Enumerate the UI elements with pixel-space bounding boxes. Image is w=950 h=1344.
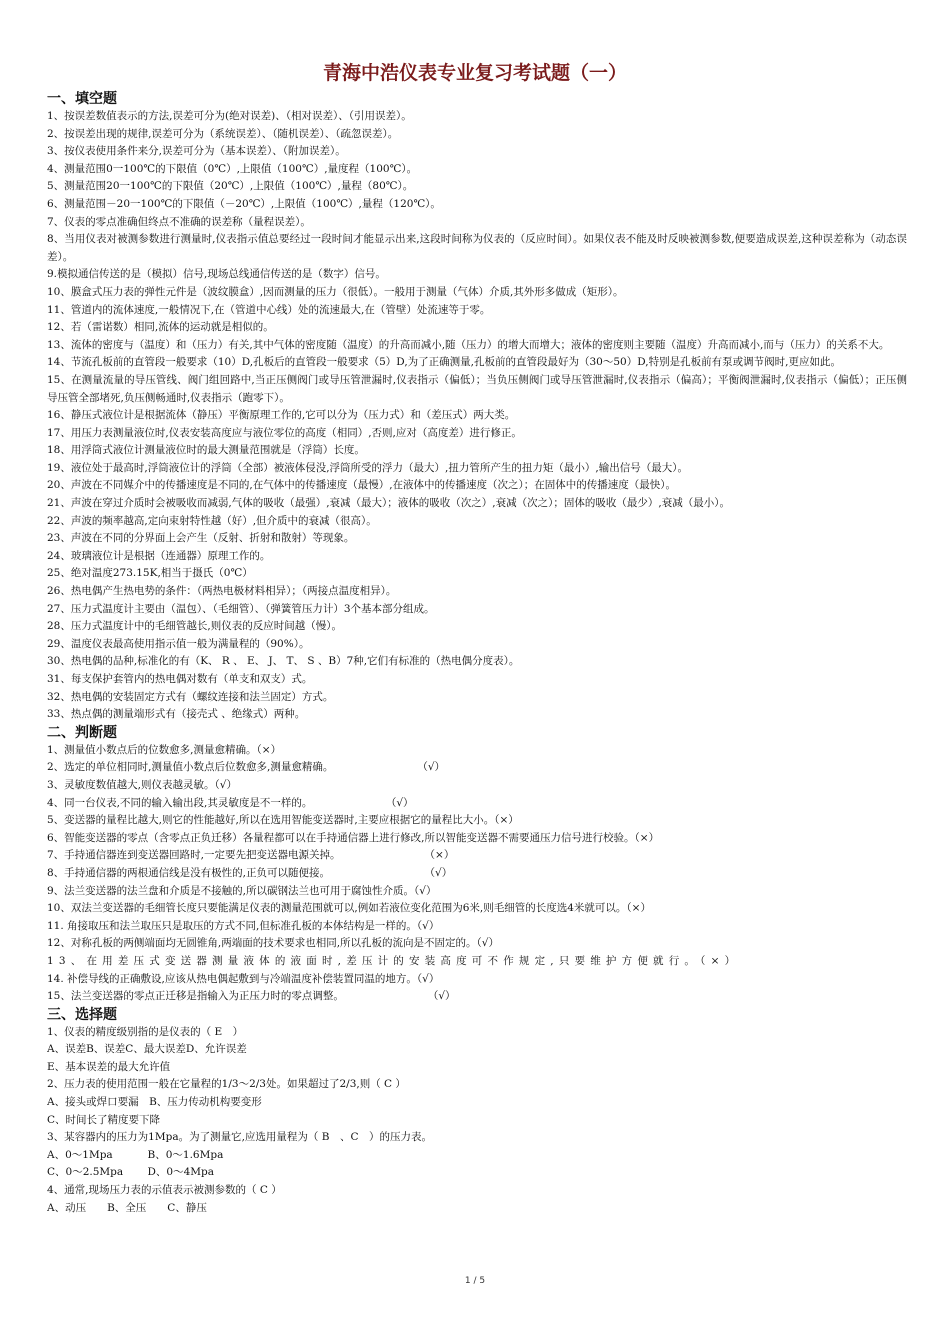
fill-question: 23、声波在不同的分界面上会产生（反射、折射和散射）等现象。	[47, 532, 355, 545]
fill-question: 11、管道内的流体速度,一般情况下,在（管道中心线）处的流速最大,在（管壁）处流速等于零。	[47, 303, 491, 316]
fill-question: 9.模拟通信传送的是（模拟）信号,现场总线通信传送的是（数字）信号。	[47, 268, 386, 281]
fill-question: 14、节流孔板前的直管段一般要求（10）D,孔板后的直管段一般要求（5）D,为了正确测量,孔板前的直管段最好为（30～50）D,特别是孔板前有泵或调节阀时,更应如此。	[47, 356, 841, 369]
fill-question: 16、静压式液位计是根据流体（静压）平衡原理工作的,它可以分为（压力式）和（差压式）两大类。	[47, 409, 516, 422]
judge-question: 15、法兰变送器的零点正迁移是指输入为正压力时的零点调整。 （√）	[47, 990, 456, 1003]
choice-option: A、动压 B、全压 C、静压	[47, 1201, 207, 1214]
judge-question: 6、智能变送器的零点（含零点正负迁移）各量程都可以在手持通信器上进行修改,所以智能变送器不需要通压力信号进行校验。（×）	[47, 831, 660, 844]
choice-question: 4、通常,现场压力表的示值表示被测参数的（ C ）	[47, 1184, 282, 1197]
fill-question: 20、声波在不同媒介中的传播速度是不同的,在气体中的传播速度（最慢）,在液体中的传播速度（次之）；在固体中的传播速度（最快）。	[47, 479, 677, 492]
choice-option: C、0～2.5Mpa D、0～4Mpa	[47, 1166, 214, 1179]
judge-question: 10、双法兰变送器的毛细管长度只要能满足仪表的测量范围就可以,例如若液位变化范围为6米,则毛细管的长度选4米就可以。（×）	[47, 902, 651, 915]
judge-question: 9、法兰变送器的法兰盘和介质是不接触的,所以碳钢法兰也可用于腐蚀性介质。（√）	[47, 884, 437, 897]
choice-option: A、接头或焊口要漏 B、压力传动机构要变形	[47, 1096, 262, 1109]
judge-question: 14. 补偿导线的正确敷设,应该从热电偶起敷到与冷端温度补偿装置同温的地方。（√）	[47, 972, 440, 985]
fill-question: 24、玻璃液位计是根据（连通器）原理工作的。	[47, 549, 271, 562]
fill-question: 15、在测量流量的导压管线、阀门组回路中,当正压侧阀门或导压管泄漏时,仪表指示（偏低）；当负压侧阀门或导压管泄漏时,仪表指示（偏高）；平衡阀泄漏时,仪表指示（偏低）；正压侧导压管全部堵死,负压侧畅通时,仪表指示（跑零下）。	[47, 373, 907, 404]
judge-question-list	[47, 742, 907, 1006]
fill-question: 18、用浮筒式液位计测量液位时的最大测量范围就是（浮筒）长度。	[47, 444, 365, 457]
document-title: 青海中浩仪表专业复习考试题（一）	[322, 62, 627, 84]
fill-question: 8、当用仪表对被测参数进行测量时,仪表指示值总要经过一段时间才能显示出来,这段时间称为仪表的（反应时间）。如果仪表不能及时反映被测参数,便要造成误差,这种误差称为（动态误差）。	[47, 233, 907, 263]
fill-question: 4、测量范围0一100℃的下限值（0℃）,上限值（100℃）,量度程（100℃）。	[47, 162, 418, 175]
section-heading-choice: 三、选择题	[47, 1006, 117, 1023]
fill-question: 29、温度仪表最高使用指示值一般为满量程的（90%）。	[47, 637, 310, 650]
judge-question: 5、变送器的量程比越大,则它的性能越好,所以在选用智能变送器时,主要应根据它的量程比大小。（×）	[47, 814, 519, 827]
judge-question: 11. 角接取压和法兰取压只是取压的方式不同,但标准孔板的本体结构是一样的。（√）	[47, 919, 440, 932]
fill-question: 33、热点偶的测量端形式有（接壳式 、绝缘式）两种。	[47, 708, 306, 721]
judge-question: 13、在用差压式变送器测量液体的液面时,差压计的安装高度可不作规定,只要维护方便就行。（×）	[47, 954, 741, 967]
fill-question: 31、每支保护套管内的热电偶对数有（单支和双支）式。	[47, 673, 313, 685]
document-body	[47, 90, 907, 1217]
fill-question: 28、压力式温度计中的毛细管越长,则仪表的反应时间越（慢）。	[47, 620, 342, 633]
fill-question: 7、仪表的零点准确但终点不准确的误差称（量程误差）。	[47, 215, 311, 228]
fill-question: 10、膜盒式压力表的弹性元件是（波纹膜盒）,因而测量的压力（很低）。一般用于测量（气体）介质,其外形多做成（矩形）。	[47, 285, 624, 298]
choice-option: E、基本误差的最大允许值	[47, 1060, 171, 1073]
fill-question: 17、用压力表测量液位时,仪表安装高度应与液位零位的高度（相同）,否则,应对（高度差）进行修正。	[47, 426, 522, 439]
section-heading-fill: 一、填空题	[47, 91, 117, 107]
judge-question: 7、手持通信器连到变送器回路时,一定要先把变送器电源关掉。 （×）	[47, 849, 455, 862]
judge-question: 12、对称孔板的两侧端面均无圆锥角,两端面的技术要求也相同,所以孔板的流向是不固定的。（√）	[47, 937, 499, 950]
judge-question: 3、灵敏度数值越大,则仪表越灵敏。（√）	[47, 778, 237, 791]
fill-question: 3、按仪表使用条件来分,误差可分为（基本误差）、（附加误差）。	[47, 145, 346, 158]
fill-question: 26、热电偶产生热电势的条件：（两热电极材料相异）；（两接点温度相异）。	[47, 585, 397, 598]
fill-question: 2、按误差出现的规律,误差可分为（系统误差）、（随机误差）、（疏忽误差）。	[47, 127, 399, 140]
fill-question: 6、测量范围－20一100℃的下限值（－20℃）,上限值（100℃）,量程（120℃）。	[47, 197, 441, 210]
fill-question: 5、测量范围20一100℃的下限值（20℃）,上限值（100℃）,量程（80℃）。	[47, 180, 414, 193]
judge-question: 4、同一台仪表,不同的输入输出段,其灵敏度是不一样的。 （√）	[47, 796, 414, 809]
choice-option: C、时间长了精度要下降	[47, 1113, 161, 1126]
fill-question: 1、按误差数值表示的方法,误差可分为(绝对误差)、（相对误差）、（引用误差）。	[47, 110, 412, 122]
choice-question-list	[47, 1024, 907, 1218]
judge-question: 1、测量值小数点后的位数愈多,测量愈精确。（×）	[47, 743, 282, 756]
fill-question: 30、热电偶的品种,标准化的有（K、 R 、 E、 J、 T、 S 、B）7种,它们有标准的（热电偶分度表）。	[47, 655, 520, 668]
fill-question: 32、热电偶的安装固定方式有（螺纹连接和法兰固定）方式。	[47, 690, 334, 703]
fill-question: 21、声波在穿过介质时会被吸收而减弱,气体的吸收（最强）,衰减（最大）；液体的吸收（次之）,衰减（次之）；固体的吸收（最少）,衰减（最小）。	[47, 497, 730, 510]
fill-question: 19、液位处于最高时,浮筒液位计的浮筒（全部）被液体侵没,浮筒所受的浮力（最大）,扭力管所产生的扭力矩（最小）,输出信号（最大）。	[47, 461, 688, 474]
section-heading-judge: 二、判断题	[47, 724, 117, 741]
fill-question: 27、压力式温度计主要由（温包）、（毛细管）、（弹簧管压力计）3个基本部分组成。	[47, 602, 435, 615]
fill-question: 13、流体的密度与（温度）和（压力）有关,其中气体的密度随（温度）的升高而减小,随（压力）的增大而增大；液体的密度则主要随（温度）升高而减小,而与（压力）的关系不大。	[47, 338, 890, 351]
choice-option: A、0～1Mpa B、0～1.6Mpa	[47, 1148, 224, 1161]
judge-question: 2、选定的单位相同时,测量值小数点后位数愈多,测量愈精确。 （√）	[47, 761, 446, 774]
choice-question: 1、仪表的精度级别指的是仪表的（ E ）	[47, 1025, 244, 1038]
page-number: 1 / 5	[464, 1276, 486, 1286]
fill-question: 22、声波的频率越高,定向束射特性越（好）,但介质中的衰减（很高）。	[47, 514, 377, 527]
fill-question-list	[47, 108, 907, 724]
fill-question: 25、绝对温度273.15K,相当于摄氏（0℃）	[47, 567, 253, 580]
judge-question: 8、手持通信器的两根通信线是没有极性的,正负可以随便接。 （√）	[47, 866, 453, 879]
choice-question: 2、压力表的使用范围一般在它量程的1/3～2/3处。如果超过了2/3,则（ C ）	[47, 1078, 406, 1091]
choice-question: 3、某容器内的压力为1Mpa。为了测量它,应选用量程为（ B 、C ）的压力表。	[47, 1131, 433, 1144]
choice-option: A、误差B、误差C、最大误差D、允许误差	[47, 1043, 247, 1056]
fill-question: 12、若（雷诺数）相同,流体的运动就是相似的。	[47, 321, 274, 334]
